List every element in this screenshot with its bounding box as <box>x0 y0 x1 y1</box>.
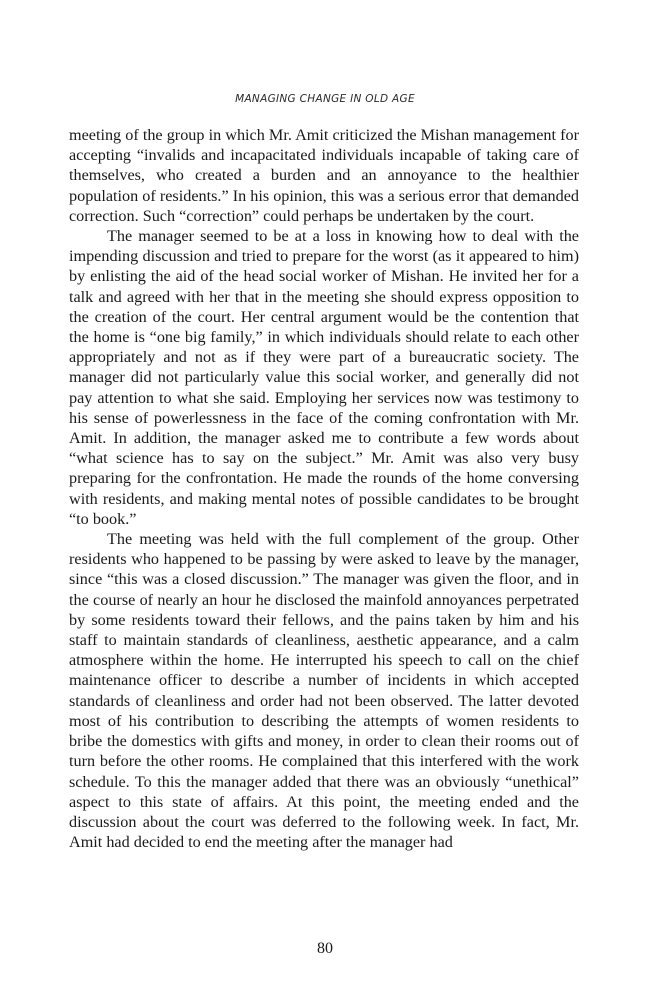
running-head: MANAGING CHANGE IN OLD AGE <box>235 93 415 105</box>
paragraph: meeting of the group in which Mr. Amit criticized the Mishan management for accepting “invalids and incapacitated individuals incapable of taking care of themselves, who created a burden and an annoyance to the healthier population of residents.” In his opinion, this was a serious error that demanded correction. Such “correction” could perhaps be undertaken by the court. <box>69 126 579 225</box>
paragraph: The manager seemed to be at a loss in knowing how to deal with the impending discussion and tried to prepare for the worst (as it appeared to him) by enlisting the aid of the head social worker of Mishan. He invited her for a talk and agreed with her that in the meeting she should express opposition to the creation of the court. Her central argument would be the contention that the home is “one big family,” in which individuals should relate to each other appropriately and not as if they were part of a bureaucratic society. The manager did not particularly value this social worker, and generally did not pay attention to what she said. Employing her services now was testimony to his sense of powerlessness in the face of the coming confrontation with Mr. Amit. In addition, the manager asked me to contribute a few words about “what science has to say on the subject.” Mr. Amit was also very busy preparing for the confrontation. He made the rounds of the home conversing with residents, and making mental notes of possible candidates to be brought “to book.” <box>69 227 579 528</box>
body-text <box>69 125 579 852</box>
page-number: 80 <box>317 940 333 957</box>
paragraph: The meeting was held with the full complement of the group. Other residents who happened to be passing by were asked to leave by the manager, since “this was a closed discussion.” The manager was given the floor, and in the course of nearly an hour he disclosed the mainfold annoyances perpetrated by some residents toward their fellows, and the pains taken by him and his staff to maintain standards of cleanliness, aesthetic appearance, and a calm atmosphere within the home. He interrupted his speech to call on the chief maintenance officer to describe a number of incidents in which accepted standards of cleanliness and order had not been observed. The latter devoted most of his contribution to describing the attempts of women residents to bribe the domestics with gifts and money, in order to clean their rooms out of turn before the other rooms. He complained that this interfered with the work schedule. To this the manager added that there was an obviously “unethical” aspect to this state of affairs. At this point, the meeting ended and the discussion about the court was deferred to the following week. In fact, Mr. Amit had decided to end the meeting after the manager had <box>69 530 579 852</box>
